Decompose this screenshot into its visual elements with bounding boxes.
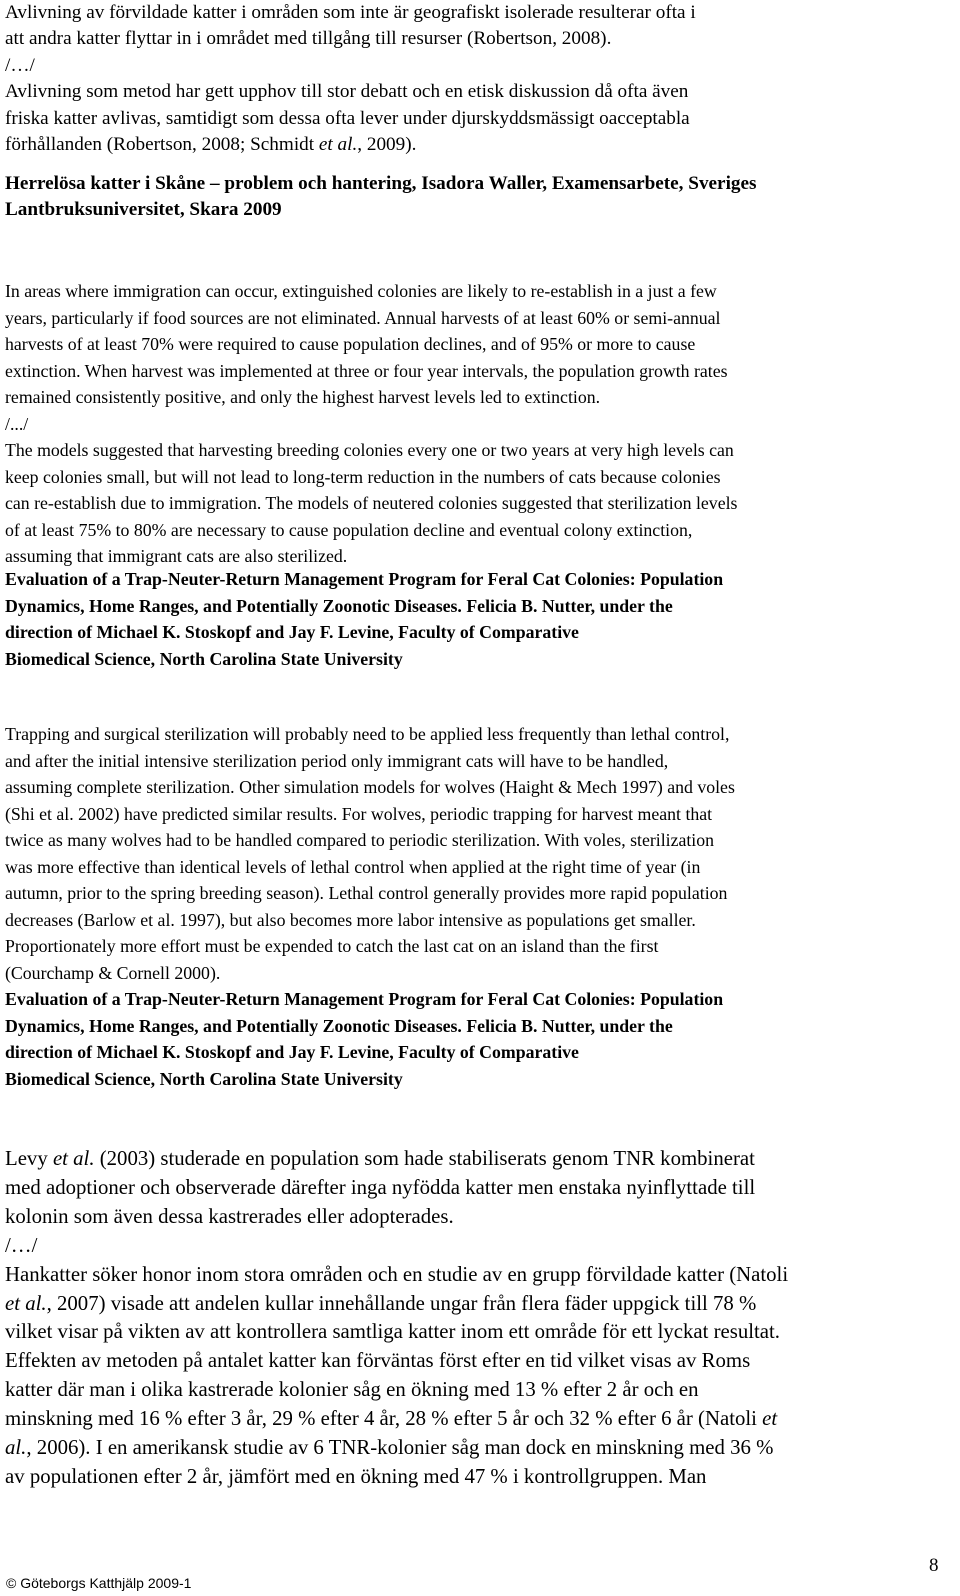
citation-italic: et al. bbox=[318, 134, 358, 156]
text-line: was more effective than identical levels of lethal control when applied at the right time of year (in bbox=[5, 856, 701, 877]
text-line: decreases (Barlow et al. 1997), but also becomes more labor intensive as populations get smaller. bbox=[5, 909, 696, 930]
text-line: Trapping and surgical sterilization will probably need to be applied less frequently than lethal control, bbox=[5, 724, 730, 744]
source-citation bbox=[5, 986, 955, 1092]
text-line: Lantbruksuniversitet, Skara 2009 bbox=[5, 199, 282, 221]
text-line: /.../ bbox=[5, 413, 29, 434]
paragraph-english-harvest bbox=[5, 278, 955, 570]
text-line: Avlivning av förvildade katter i områden som inte är geografiskt isolerade resulterar ofta i bbox=[5, 2, 696, 23]
text-line: autumn, prior to the spring breeding season). Lethal control generally provides more rapid population bbox=[5, 883, 728, 903]
citation-italic: et al. bbox=[5, 1291, 47, 1315]
text-line: Effekten av metoden på antalet katter kan förväntas först efter en tid vilket visas av Roms bbox=[5, 1349, 751, 1373]
text-run: (2003) studerade en population som hade stabiliserats genom TNR kombinerat bbox=[94, 1147, 755, 1170]
text-line: /…/ bbox=[5, 54, 35, 76]
text-line bbox=[5, 1145, 955, 1174]
text-line: Proportionately more effort must be expended to catch the last cat on an island than the first bbox=[5, 936, 659, 956]
text-line: (Shi et al. 2002) have predicted similar results. For wolves, periodic trapping for harvest meant that bbox=[5, 803, 713, 824]
text-run: förhållanden (Robertson, 2008; Schmidt bbox=[5, 134, 319, 156]
text-line: remained consistently positive, and only the highest harvest levels led to extinction. bbox=[5, 387, 601, 407]
text-run: Levy bbox=[5, 1147, 53, 1170]
text-line bbox=[5, 1290, 955, 1319]
text-line bbox=[5, 1405, 955, 1434]
text-line: Hankatter söker honor inom stora områden och en studie av en grupp förvildade katter (Natoli bbox=[5, 1262, 789, 1286]
source-citation bbox=[5, 171, 955, 224]
citation-italic: et bbox=[762, 1407, 778, 1431]
text-line: assuming complete sterilization. Other simulation models for wolves (Haight & Mech 1997) and voles bbox=[5, 777, 735, 797]
text-line: Avlivning som metod har gett upphov till stor debatt och en etisk diskussion då ofta även bbox=[5, 81, 689, 103]
paragraph-swedish-intro bbox=[5, 0, 955, 158]
text-line: twice as many wolves had to be handled compared to periodic sterilization. With voles, sterilization bbox=[5, 830, 715, 850]
text-line: direction of Michael K. Stoskopf and Jay F. Levine, Faculty of Comparative bbox=[5, 622, 579, 642]
text-line: /…/ bbox=[5, 1233, 38, 1257]
text-line: Herrelösa katter i Skåne – problem och hantering, Isadora Waller, Examensarbete, Sveriges bbox=[5, 173, 757, 194]
page-number: 8 bbox=[929, 1555, 939, 1576]
text-line: Evaluation of a Trap-Neuter-Return Management Program for Feral Cat Colonies: Population bbox=[5, 569, 724, 589]
text-run: minskning med 16 % efter 3 år, 29 % efter 4 år, 28 % efter 5 år och 32 % efter 6 år (Natoli bbox=[5, 1407, 763, 1431]
text-line: assuming that immigrant cats are also sterilized. bbox=[5, 546, 348, 566]
text-line: Dynamics, Home Ranges, and Potentially Zoonotic Diseases. Felicia B. Nutter, under the bbox=[5, 595, 673, 616]
text-line: (Courchamp & Cornell 2000). bbox=[5, 962, 221, 983]
text-line: can re-establish due to immigration. The models of neutered colonies suggested that sterilization levels bbox=[5, 493, 738, 513]
citation-italic: et al. bbox=[52, 1147, 95, 1170]
text-line: friska katter avlivas, samtidigt som dessa ofta lever under djurskyddsmässigt oacceptabla bbox=[5, 107, 690, 129]
citation-italic: al. bbox=[5, 1436, 27, 1460]
text-run: , 2006). I en amerikansk studie av 6 TNR-kolonier såg man dock en minskning med 36 % bbox=[26, 1436, 774, 1460]
source-citation bbox=[5, 566, 955, 672]
text-run: , 2009). bbox=[357, 134, 417, 156]
text-line: av populationen efter 2 år, jämfört med en ökning med 47 % i kontrollgruppen. Man bbox=[5, 1464, 707, 1488]
text-line: Dynamics, Home Ranges, and Potentially Zoonotic Diseases. Felicia B. Nutter, under the bbox=[5, 1015, 673, 1036]
text-line: Biomedical Science, North Carolina State University bbox=[5, 648, 403, 669]
text-line: direction of Michael K. Stoskopf and Jay F. Levine, Faculty of Comparative bbox=[5, 1042, 579, 1062]
text-line: Evaluation of a Trap-Neuter-Return Management Program for Feral Cat Colonies: Population bbox=[5, 989, 724, 1009]
text-line: keep colonies small, but will not lead to long-term reduction in the numbers of cats because colonies bbox=[5, 466, 721, 487]
text-line: of at least 75% to 80% are necessary to cause population decline and eventual colony extinction, bbox=[5, 519, 693, 540]
text-line: extinction. When harvest was implemented at three or four year intervals, the population growth rates bbox=[5, 360, 728, 381]
text-line: kolonin som även dessa kastrerades eller adopterades. bbox=[5, 1204, 454, 1228]
text-line: Biomedical Science, North Carolina State University bbox=[5, 1068, 403, 1089]
text-line: harvests of at least 70% were required to cause population declines, and of 95% or more to cause bbox=[5, 334, 696, 354]
text-line: In areas where immigration can occur, extinguished colonies are likely to re-establish in a just a few bbox=[5, 281, 717, 301]
text-line: The models suggested that harvesting breeding colonies every one or two years at very high levels can bbox=[5, 440, 734, 460]
text-line: katter där man i olika kastrerade kolonier såg en ökning med 13 % efter 2 år och en bbox=[5, 1378, 699, 1402]
text-line bbox=[5, 132, 955, 158]
text-line: vilket visar på vikten av att kontrollera samtliga katter inom ett område för ett lyckat resultat. bbox=[5, 1320, 781, 1344]
footer-copyright: © Göteborgs Katthjälp 2009-1 bbox=[6, 1575, 192, 1591]
text-line: med adoptioner och observerade därefter inga nyfödda katter men enstaka nyinflyttade till bbox=[5, 1175, 756, 1199]
text-line: years, particularly if food sources are not eliminated. Annual harvests of at least 60% or semi-annual bbox=[5, 307, 721, 328]
text-line bbox=[5, 1434, 955, 1463]
text-line: att andra katter flyttar in i området med tillgång till resurser (Robertson, 2008). bbox=[5, 28, 612, 50]
paragraph-english-sterilization bbox=[5, 721, 955, 986]
text-line: and after the initial intensive sterilization period only immigrant cats will have to be handled, bbox=[5, 750, 669, 771]
text-run: , 2007) visade att andelen kullar innehållande ungar från flera fäder uppgick till 78 % bbox=[46, 1291, 757, 1315]
paragraph-swedish-tnr bbox=[5, 1145, 955, 1492]
